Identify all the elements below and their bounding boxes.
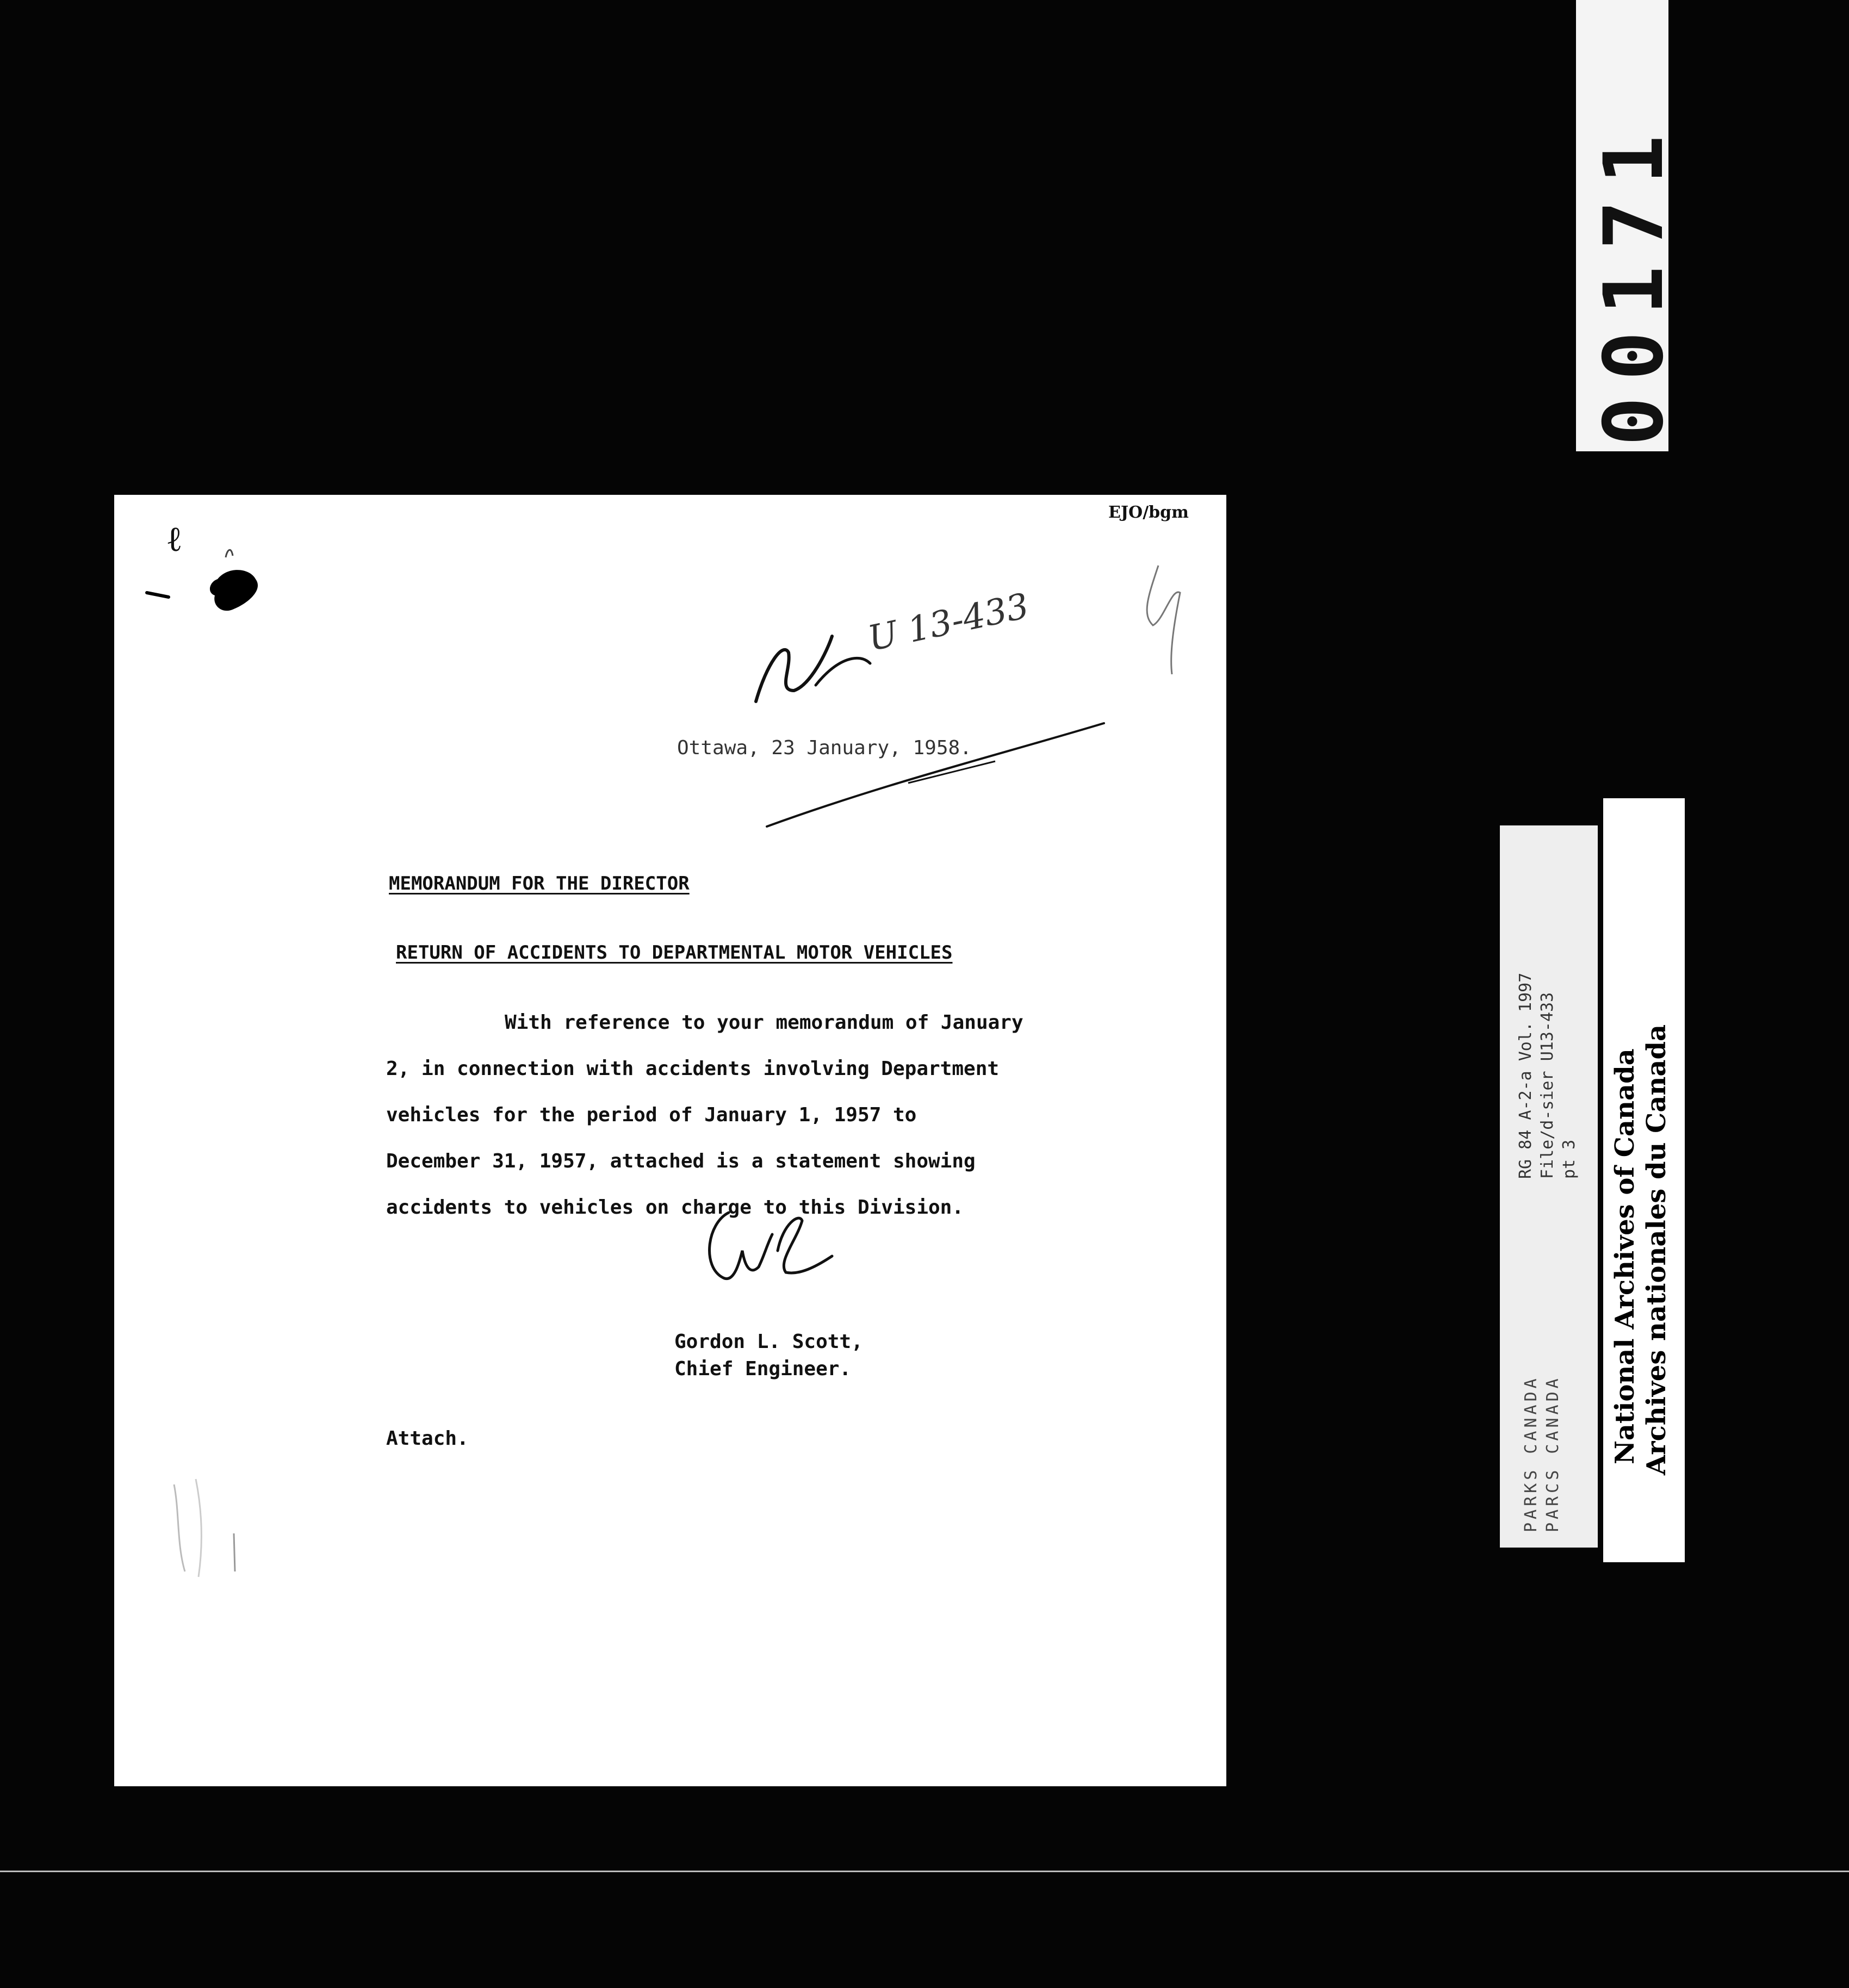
memo-page xyxy=(114,495,1226,1786)
enclosure-note: Attach. xyxy=(386,1427,469,1450)
body-line-5: accidents to vehicles on charge to this Division. xyxy=(386,1196,964,1219)
source-pt-line: pt 3 xyxy=(1560,1139,1579,1179)
archive-label xyxy=(1603,798,1685,1562)
body-line-4: December 31, 1957, attached is a statement showing xyxy=(386,1150,976,1172)
frame-number-strip xyxy=(1576,0,1682,451)
handwritten-file-number xyxy=(745,620,1137,848)
film-edge-line xyxy=(0,1871,1849,1872)
signatory-title: Chief Engineer. xyxy=(674,1358,852,1380)
memo-subject: RETURN OF ACCIDENTS TO DEPARTMENTAL MOTOR VEHICLES xyxy=(396,942,953,964)
body-line-2: 2, in connection with accidents involving Department xyxy=(386,1058,1000,1080)
ink-blot xyxy=(136,527,277,625)
margin-mark: ℓ xyxy=(166,519,183,560)
source-label xyxy=(1500,825,1598,1548)
archive-label-fr: Archives nationales du Canada xyxy=(1641,1024,1672,1475)
body-line-3: vehicles for the period of January 1, 1957 to xyxy=(386,1104,917,1126)
dateline: Ottawa, 23 January, 1958. xyxy=(677,737,972,759)
signatory-name: Gordon L. Scott, xyxy=(674,1331,863,1353)
archive-label-en: National Archives of Canada xyxy=(1610,1048,1640,1464)
memo-title: MEMORANDUM FOR THE DIRECTOR xyxy=(389,873,690,894)
margin-pencil-mark xyxy=(1120,555,1207,680)
frame-number: 00171 xyxy=(1587,119,1682,446)
body-line-1: With reference to your memorandum of January xyxy=(505,1011,1023,1034)
source-file-line: File/d-sier U13-433 xyxy=(1538,992,1557,1179)
source-agency-en: PARKS CANADA xyxy=(1522,1375,1541,1532)
source-rg-line: RG 84 A-2-a Vol. 1997 xyxy=(1516,972,1535,1179)
file-number-text: U 13-433 xyxy=(865,586,1033,660)
reference-initials: EJO/bgm xyxy=(1108,503,1189,522)
faint-pencil-marks xyxy=(158,1463,266,1599)
source-agency-fr: PARCS CANADA xyxy=(1543,1375,1562,1532)
